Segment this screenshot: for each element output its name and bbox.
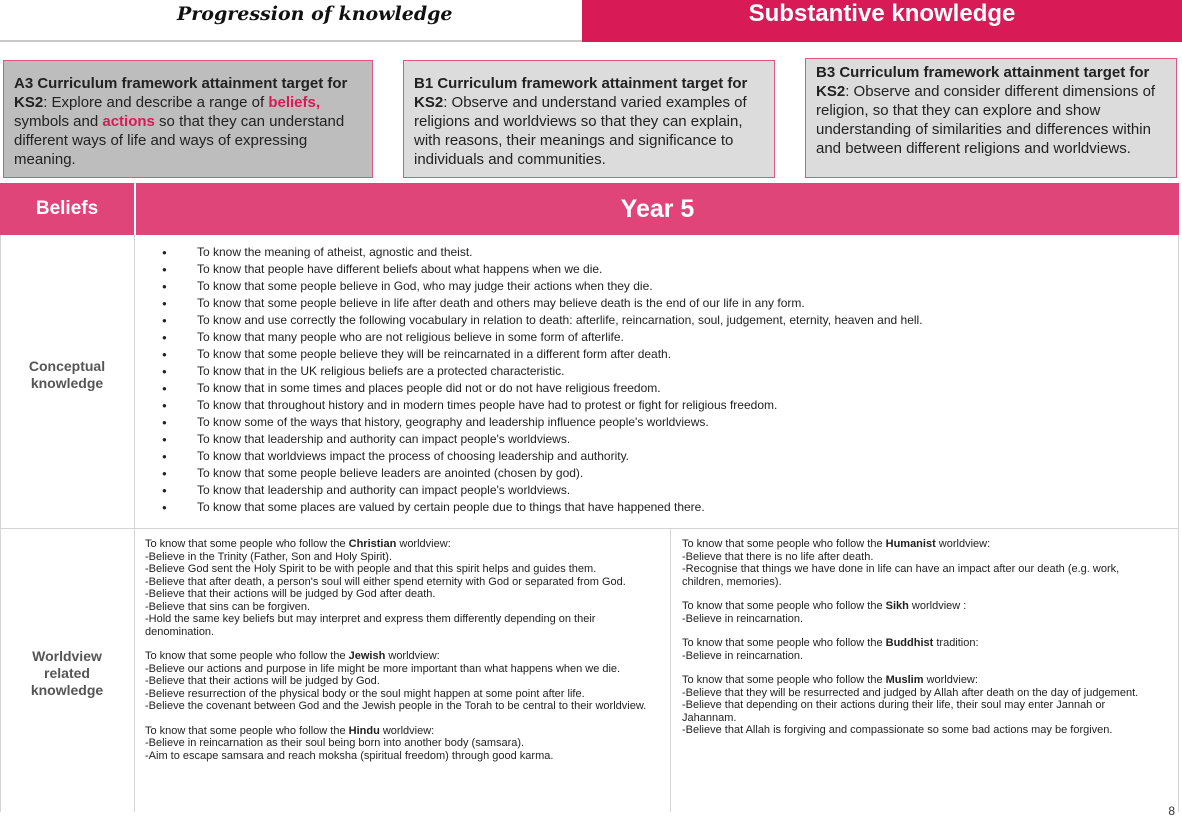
conceptual-list-item: ● To know the meaning of atheist, agnostic and theist. (150, 244, 923, 261)
row-label-conceptual: Conceptual knowledge (28, 358, 106, 391)
table-divider-right-edge (1178, 235, 1179, 812)
target-a3-text-b: symbols and (14, 113, 103, 130)
worldview-column-left (145, 538, 665, 774)
worldview-belief-line: -Believe that there is no life after death. (682, 550, 874, 563)
target-a3-text-a: : Explore and describe a range of (43, 94, 269, 111)
target-b3-code: B3 Curriculum framework attainment target for (816, 64, 1150, 81)
conceptual-list-item: ● To know that some people believe they will be reincarnated in a different form after death. (150, 346, 923, 363)
conceptual-list-item: ● To know that leadership and authority can impact people's worldviews. (150, 431, 923, 448)
worldview-belief-line: -Believe our actions and purpose in life might be more important than what happens when we die. (145, 662, 621, 675)
worldview-belief-line: -Believe the covenant between God and the Jewish people in the Torah to be central to their worldview. (145, 700, 647, 712)
worldview-column-right (682, 538, 1162, 749)
conceptual-list-item: ● To know that throughout history and in modern times people have had to protest or fight for religious freedom. (150, 397, 923, 414)
attainment-target-a3 (3, 60, 373, 178)
worldview-intro: To know that some people who follow the (682, 674, 886, 686)
target-b1-text: : Observe and understand varied examples of religions and worldviews so that they can explain, with reasons, their meanings and significance to individuals and communities. (414, 94, 747, 168)
worldview-suffix: worldview: (385, 650, 440, 662)
worldview-belief-line: -Believe that they will be resurrected and judged by Allah after death on the day of judgement. (682, 686, 1139, 699)
attainment-target-b3 (805, 58, 1177, 178)
conceptual-list-item: ● To know that some people believe in God, who may judge their actions when they die. (150, 278, 923, 295)
worldview-belief-line: -Believe in reincarnation. (682, 612, 804, 625)
worldview-suffix: worldview: (923, 674, 978, 686)
worldview-intro: To know that some people who follow the (682, 600, 886, 612)
worldview-block (145, 538, 665, 638)
worldview-belief-line: -Believe resurrection of the physical body or the soul might happen at some point after life. (145, 687, 585, 700)
conceptual-list-item: ● To know that in some times and places people did not or do not have religious freedom. (150, 380, 923, 397)
worldview-intro: To know that some people who follow the (145, 650, 349, 662)
table-divider-left-edge (0, 235, 1, 812)
worldview-belief-line: -Believe in reincarnation as their soul being born into another body (samsara). (145, 737, 525, 749)
conceptual-list-item: ● To know that leadership and authority can impact people's worldviews. (150, 482, 923, 499)
conceptual-list-item: ● To know and use correctly the following vocabulary in relation to death: afterlife, reincarnation, soul, judgement, eternity, heaven and hell. (150, 312, 923, 329)
conceptual-list-item: ● To know that some places are valued by certain people due to things that have happened there. (150, 499, 923, 516)
conceptual-list-item: ● To know that some people believe leaders are anointed (chosen by god). (150, 465, 923, 482)
beliefs-column-header: Beliefs (0, 183, 134, 235)
worldview-intro: To know that some people who follow the (145, 724, 349, 737)
target-b1-code: B1 Curriculum framework attainment target for (414, 75, 748, 92)
worldview-intro: To know that some people who follow the (682, 637, 886, 649)
worldview-block (682, 538, 1162, 588)
attainment-target-b1 (403, 60, 775, 178)
worldview-belief-line: -Believe that their actions will be judged by God. (145, 675, 380, 687)
worldview-belief-line: -Hold the same key beliefs but may interpret and express them differently depending on their denomination. (145, 613, 596, 638)
worldview-name: Jewish (348, 650, 386, 662)
target-a3-code: A3 Curriculum framework attainment target for (14, 75, 348, 92)
worldview-suffix: worldview: (935, 538, 991, 550)
worldview-name: Christian (348, 538, 397, 550)
worldview-belief-line: -Believe in reincarnation. (682, 649, 804, 662)
target-a3-highlight-beliefs: beliefs, (268, 94, 321, 111)
worldview-block (682, 600, 1162, 625)
conceptual-list-item: ● To know that in the UK religious beliefs are a protected characteristic. (150, 363, 923, 380)
worldview-belief-line: -Believe in the Trinity (Father, Son and Holy Spirit). (145, 550, 392, 563)
worldview-belief-line: -Believe that depending on their actions during their life, their soul may enter Jannah or Jahannam. (682, 699, 1106, 724)
page-title-substantive: Substantive knowledge (748, 0, 1016, 27)
worldview-name: Sikh (885, 600, 909, 612)
worldview-belief-line: -Believe that after death, a person's soul will either spend eternity with God or separated from God. (145, 575, 626, 588)
worldview-suffix: worldview: (396, 538, 451, 550)
target-a3-highlight-actions: actions (102, 113, 155, 130)
conceptual-list-item: ● To know that people have different beliefs about what happens when we die. (150, 261, 923, 278)
worldview-block (682, 637, 1162, 662)
page-title-progression: Progression of knowledge (177, 3, 453, 25)
conceptual-list-item: ● To know that many people who are not religious believe in some form of afterlife. (150, 329, 923, 346)
page-number: 8 (1168, 804, 1175, 818)
row-label-worldview: Worldview related knowledge (30, 648, 104, 698)
worldview-intro: To know that some people who follow the (682, 538, 886, 550)
conceptual-knowledge-list (150, 244, 923, 516)
worldview-suffix: worldview : (908, 600, 967, 612)
target-b1-ks: KS2 (414, 94, 444, 111)
worldview-block (145, 650, 665, 713)
worldview-divider (670, 529, 671, 812)
beliefs-table (0, 183, 1179, 818)
conceptual-list-item: ● To know some of the ways that history, geography and leadership influence people's worldviews. (150, 414, 923, 431)
target-b3-text: : Observe and consider different dimensions of religion, so that they can explore and show understanding of similarities and differences within and between different religions and worldviews. (816, 83, 1156, 157)
target-b3-ks: KS2 (816, 83, 846, 100)
worldview-name: Buddhist (885, 637, 934, 649)
worldview-belief-line: -Believe God sent the Holy Spirit to be with people and that this spirit helps and guides them. (145, 563, 597, 575)
worldview-suffix: tradition: (933, 637, 979, 649)
worldview-name: Humanist (885, 538, 936, 550)
worldview-block (145, 725, 665, 763)
worldview-belief-line: -Aim to escape samsara and reach moksha (spiritual freedom) through good karma. (145, 749, 554, 762)
header-right-banner (582, 0, 1182, 42)
worldview-suffix: worldview: (379, 724, 435, 737)
table-divider-horizontal (0, 528, 1179, 529)
header-left (0, 0, 582, 42)
worldview-name: Muslim (885, 674, 924, 686)
conceptual-list-item: ● To know that some people believe in life after death and others may believe death is the end of our life in any form. (150, 295, 923, 312)
worldview-intro: To know that some people who follow the (145, 538, 349, 550)
worldview-belief-line: -Believe that Allah is forgiving and compassionate so some bad actions may be forgiven. (682, 724, 1113, 736)
target-a3-ks: KS2 (14, 94, 44, 111)
conceptual-list-item: ● To know that worldviews impact the process of choosing leadership and authority. (150, 448, 923, 465)
target-a3-text-c: so that they can understand different ways of life and ways of expressing meaning. (14, 113, 345, 168)
year-column-header: Year 5 (136, 183, 1179, 235)
worldview-belief-line: -Believe that sins can be forgiven. (145, 600, 311, 613)
worldview-belief-line: -Recognise that things we have done in life can have an impact after our death (e.g. work, children, memories). (682, 563, 1120, 588)
worldview-belief-line: -Believe that their actions will be judged by God after death. (145, 588, 436, 600)
worldview-block (682, 674, 1162, 737)
worldview-name: Hindu (348, 724, 380, 737)
table-divider-vertical (134, 235, 135, 812)
